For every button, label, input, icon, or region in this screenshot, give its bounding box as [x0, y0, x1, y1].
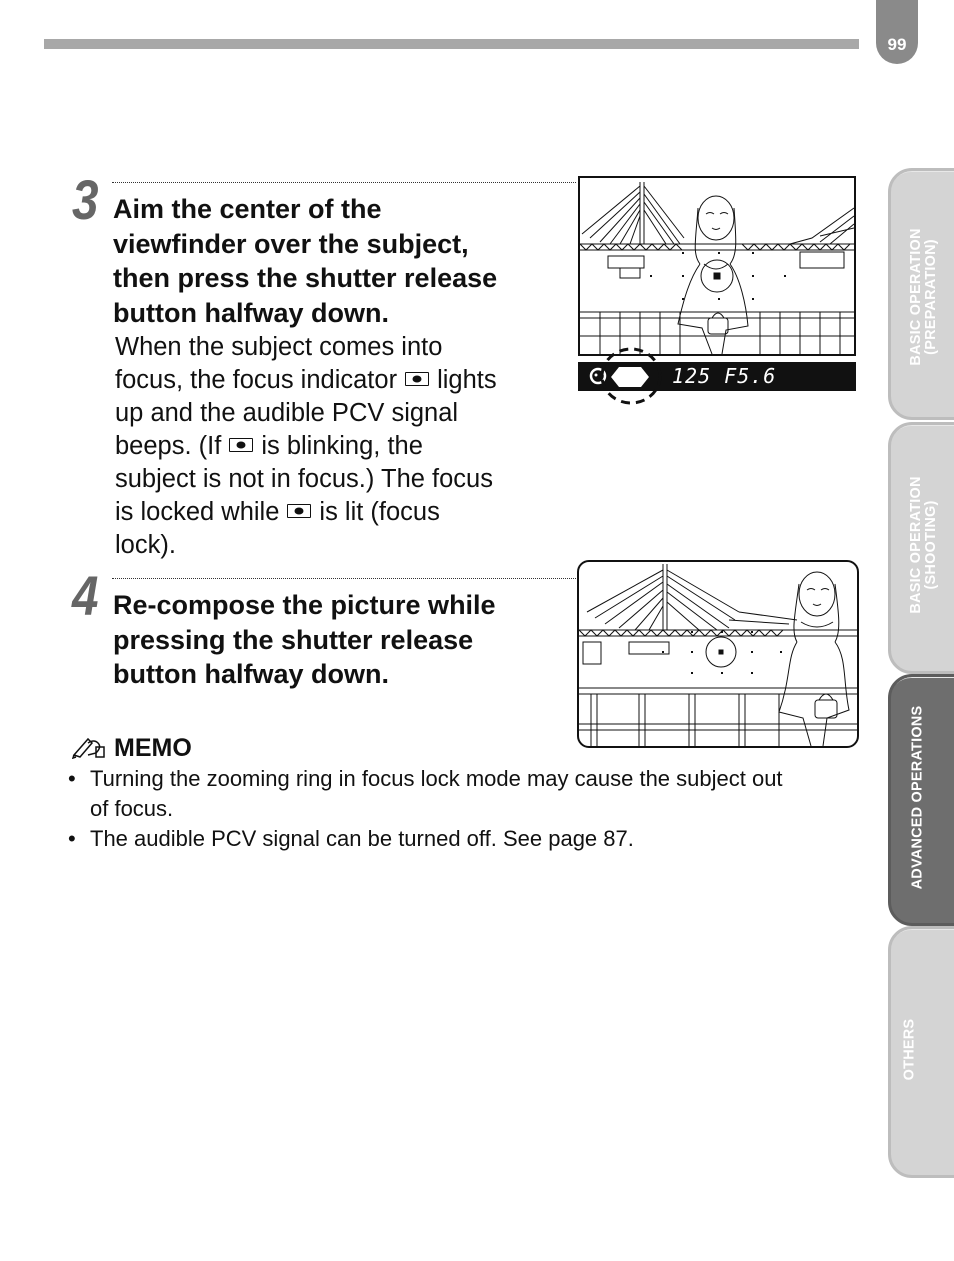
focus-indicator-icon [405, 372, 429, 386]
viewfinder-illustration-2 [579, 562, 857, 746]
memo-title: MEMO [114, 734, 192, 762]
focus-indicator-icon [287, 504, 311, 518]
focus-highlight-circle [599, 346, 663, 406]
focus-indicator-icon [229, 438, 253, 452]
page-number: 99 [887, 35, 907, 54]
memo-list [68, 764, 868, 854]
pencil-hand-icon [72, 733, 106, 759]
viewfinder-image-recomposed [577, 560, 859, 748]
list-item: • Turning the zooming ring in focus lock mode may cause the subject out of focus. [68, 764, 868, 824]
list-item: • The audible PCV signal can be turned off. See page 87. [68, 824, 868, 854]
step-4-number: 4 [72, 564, 99, 627]
step-3-heading: Aim the center of the viewfinder over the subject, then press the shutter release button halfway down. [113, 194, 498, 328]
lcd-readout: 125 F5.6 [672, 364, 777, 388]
step-3-body: When the subject comes into focus, the focus indicator lights up and the audible PCV signal beeps. (If is blinking, the subject is not in focus.) The focus is locked while is lit (focus lock). [115, 333, 497, 559]
side-tab-others[interactable] [888, 926, 954, 1178]
side-tab-label-3: ADVANCED OPERATIONS [909, 705, 926, 890]
step-4-divider [112, 578, 576, 579]
step-4-heading: Re-compose the picture while pressing the shutter release button halfway down. [113, 590, 496, 689]
step-3-number: 3 [72, 168, 99, 231]
header-rule [44, 39, 859, 49]
step-3-divider [112, 182, 576, 183]
viewfinder-illustration-1 [580, 178, 854, 354]
side-tab-label-1: BASIC OPERATION (PREPARATION) [908, 228, 939, 366]
viewfinder-image-centered [578, 176, 856, 356]
page-number-tab [876, 0, 918, 64]
side-tab-label-4: OTHERS [901, 1018, 918, 1081]
side-tab-label-2: BASIC OPERATION (SHOOTING) [908, 476, 939, 614]
